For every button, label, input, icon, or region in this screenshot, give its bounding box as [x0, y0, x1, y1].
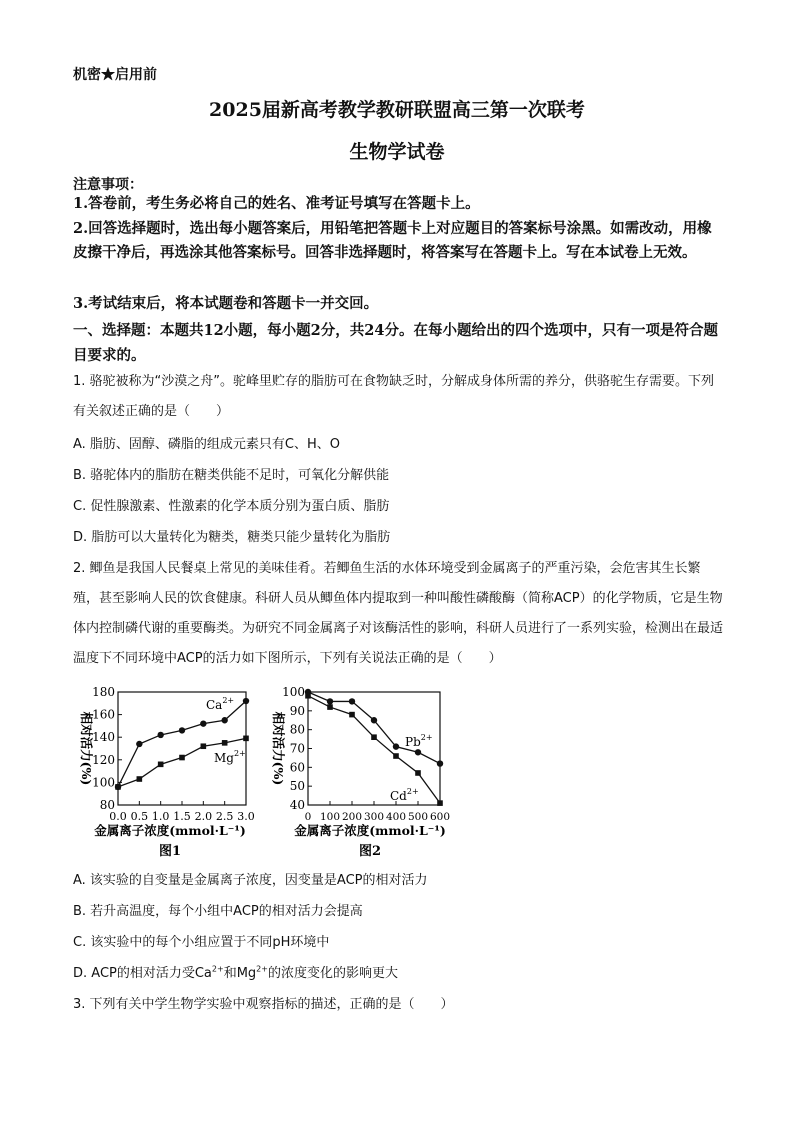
series-label-name: Mg	[214, 751, 234, 765]
y-tick-label: 80	[289, 722, 305, 737]
series-line-cd	[308, 696, 440, 803]
data-point-cd	[349, 712, 355, 718]
data-point-mg	[137, 776, 143, 782]
data-point-pb	[415, 749, 421, 755]
x-tick-label: 2.5	[215, 810, 234, 823]
figure-2-chart	[262, 680, 462, 865]
mg-charge: 2+	[256, 964, 268, 974]
data-point-mg	[222, 740, 228, 746]
x-tick-label: 400	[385, 811, 407, 823]
x-tick-label: 600	[429, 811, 451, 823]
data-point-mg	[158, 762, 164, 768]
x-tick-label: 0.0	[109, 810, 127, 823]
question-3-stem: 3. 下列有关中学生物学实验中观察指标的描述，正确的是（ ）	[73, 997, 454, 1012]
data-point-pb	[393, 743, 399, 749]
y-tick-label: 140	[92, 730, 115, 745]
section-heading: 一、选择题：本题共12小题，每小题2分，共24分。在每小题给出的四个选项中，只有一项是符合题目要求的。	[73, 322, 718, 364]
question-1-option-c: C. 促性腺激素、性激素的化学本质分别为蛋白质、脂肪	[73, 499, 390, 514]
data-point-cd	[393, 753, 399, 759]
data-point-cd	[327, 704, 333, 710]
notice-item-2: 2.回答选择题时，选出每小题答案后，用铅笔把答题卡上对应题目的答案标号涂黑。如需改动，用橡皮擦干净后，再选涂其他答案标号。回答非选择题时，将答案写在答题卡上。写在本试卷上无效。	[73, 220, 712, 261]
option-d-text-2: 和Mg	[223, 966, 257, 981]
data-point-ca	[243, 698, 249, 704]
exam-title: 2025届新高考教学教研联盟高三第一次联考	[209, 99, 585, 121]
x-tick-label: 200	[341, 811, 363, 823]
data-point-mg	[243, 736, 249, 742]
data-point-ca	[157, 732, 163, 738]
y-tick-label: 70	[289, 741, 305, 756]
question-1-option-b: B. 骆驼体内的脂肪在糖类供能不足时，可氧化分解供能	[73, 468, 390, 483]
series-label-charge: 2+	[222, 696, 235, 705]
figure-caption: 图2	[358, 844, 382, 859]
data-point-mg	[115, 784, 121, 790]
figure-1	[70, 680, 260, 869]
y-tick-label: 100	[92, 775, 115, 790]
x-tick-label: 1.5	[173, 810, 191, 823]
question-2-option-b: B. 若升高温度，每个小组中ACP的相对活力会提高	[73, 904, 363, 919]
y-tick-label: 180	[92, 685, 115, 699]
series-label-cd	[390, 787, 419, 803]
series-label-name: Cd	[390, 789, 407, 803]
data-point-pb	[349, 698, 355, 704]
series-label-name: Ca	[206, 698, 223, 712]
data-point-ca	[136, 741, 142, 747]
y-tick-label: 60	[289, 760, 305, 775]
x-axis-label: 金属离子浓度(mmol·L⁻¹)	[94, 823, 246, 838]
figure-2	[262, 680, 462, 869]
series-label-name: Pb	[405, 735, 421, 749]
option-d-text-3: 的浓度变化的影响更大	[267, 966, 398, 981]
y-tick-label: 80	[99, 798, 115, 812]
exam-subtitle: 生物学试卷	[349, 141, 445, 163]
y-tick-label: 90	[289, 703, 305, 718]
data-point-ca	[221, 717, 227, 723]
series-label-pb	[405, 733, 433, 749]
figure-1-chart	[70, 680, 260, 865]
figure-caption: 图1	[158, 844, 182, 859]
notice-item-1: 1.答卷前，考生务必将自己的姓名、准考证号填写在答题卡上。	[73, 195, 480, 212]
data-point-pb	[437, 760, 443, 766]
question-2-option-c: C. 该实验中的每个小组应置于不同pH环境中	[73, 935, 330, 950]
data-point-cd	[371, 734, 377, 740]
question-2-stem: 2. 鲫鱼是我国人民餐桌上常见的美味佳肴。若鲫鱼生活的水体环境受到金属离子的严重污染，会危害其生长繁殖，甚至影响人民的饮食健康。科研人员从鲫鱼体内提取到一种叫酸性磷酸酶（简称ACP）的化学物质，它是生物体内控制磷代谢的重要酶类。为研究不同金属离子对该酶活性的影响，科研人员进行了一系列实验，检测出在最适温度下不同环境中ACP的活力如下图所示，下列有关说法正确的是（ ）	[73, 561, 724, 666]
data-point-ca	[179, 727, 185, 733]
data-point-mg	[201, 743, 207, 749]
x-tick-label: 100	[319, 811, 341, 823]
question-1-option-a: A. 脂肪、固醇、磷脂的组成元素只有C、H、O	[73, 437, 341, 452]
series-label-ca	[206, 696, 234, 712]
data-point-cd	[437, 800, 443, 806]
x-tick-label: 2.0	[194, 810, 213, 823]
option-d-text-1: D. ACP的相对活力受Ca	[73, 966, 212, 981]
y-tick-label: 40	[289, 798, 305, 812]
x-axis-label: 金属离子浓度(mmol·L⁻¹)	[294, 823, 446, 838]
question-1-stem: 1. 骆驼被称为“沙漠之舟”。驼峰里贮存的脂肪可在食物缺乏时，分解成身体所需的养分，供骆驼生存需要。下列有关叙述正确的是（ ）	[73, 374, 715, 419]
x-tick-label: 300	[363, 811, 385, 823]
confidential-label: 机密★启用前	[73, 67, 157, 83]
x-tick-label: 0.5	[130, 810, 149, 823]
question-2-option-a: A. 该实验的自变量是金属离子浓度，因变量是ACP的相对活力	[73, 873, 428, 888]
data-point-pb	[371, 717, 377, 723]
data-point-mg	[179, 755, 185, 761]
data-point-pb	[327, 698, 333, 704]
series-label-charge: 2+	[406, 787, 419, 796]
series-label-charge: 2+	[420, 733, 433, 742]
x-tick-label: 3.0	[237, 810, 255, 823]
data-point-cd	[415, 770, 421, 776]
notice-heading: 注意事项：	[73, 177, 143, 193]
y-tick-label: 50	[289, 779, 305, 794]
ca-charge: 2+	[211, 964, 224, 974]
y-tick-label: 120	[92, 752, 115, 767]
notice-item-3: 3.考试结束后，将本试题卷和答题卡一并交回。	[73, 295, 379, 312]
y-axis-label: 相对活力(%)	[79, 711, 94, 786]
data-point-cd	[305, 693, 311, 699]
data-point-ca	[200, 720, 206, 726]
y-tick-label: 100	[282, 685, 305, 699]
series-label-charge: 2+	[233, 749, 246, 758]
y-axis-label: 相对活力(%)	[271, 711, 286, 786]
series-label-mg	[214, 749, 246, 765]
x-tick-label: 500	[407, 811, 429, 823]
question-1-option-d: D. 脂肪可以大量转化为糖类，糖类只能少量转化为脂肪	[73, 530, 391, 545]
x-tick-label: 1.0	[151, 810, 170, 823]
y-tick-label: 160	[92, 707, 115, 722]
question-2-option-d	[73, 964, 723, 984]
x-tick-label: 0	[304, 811, 312, 823]
